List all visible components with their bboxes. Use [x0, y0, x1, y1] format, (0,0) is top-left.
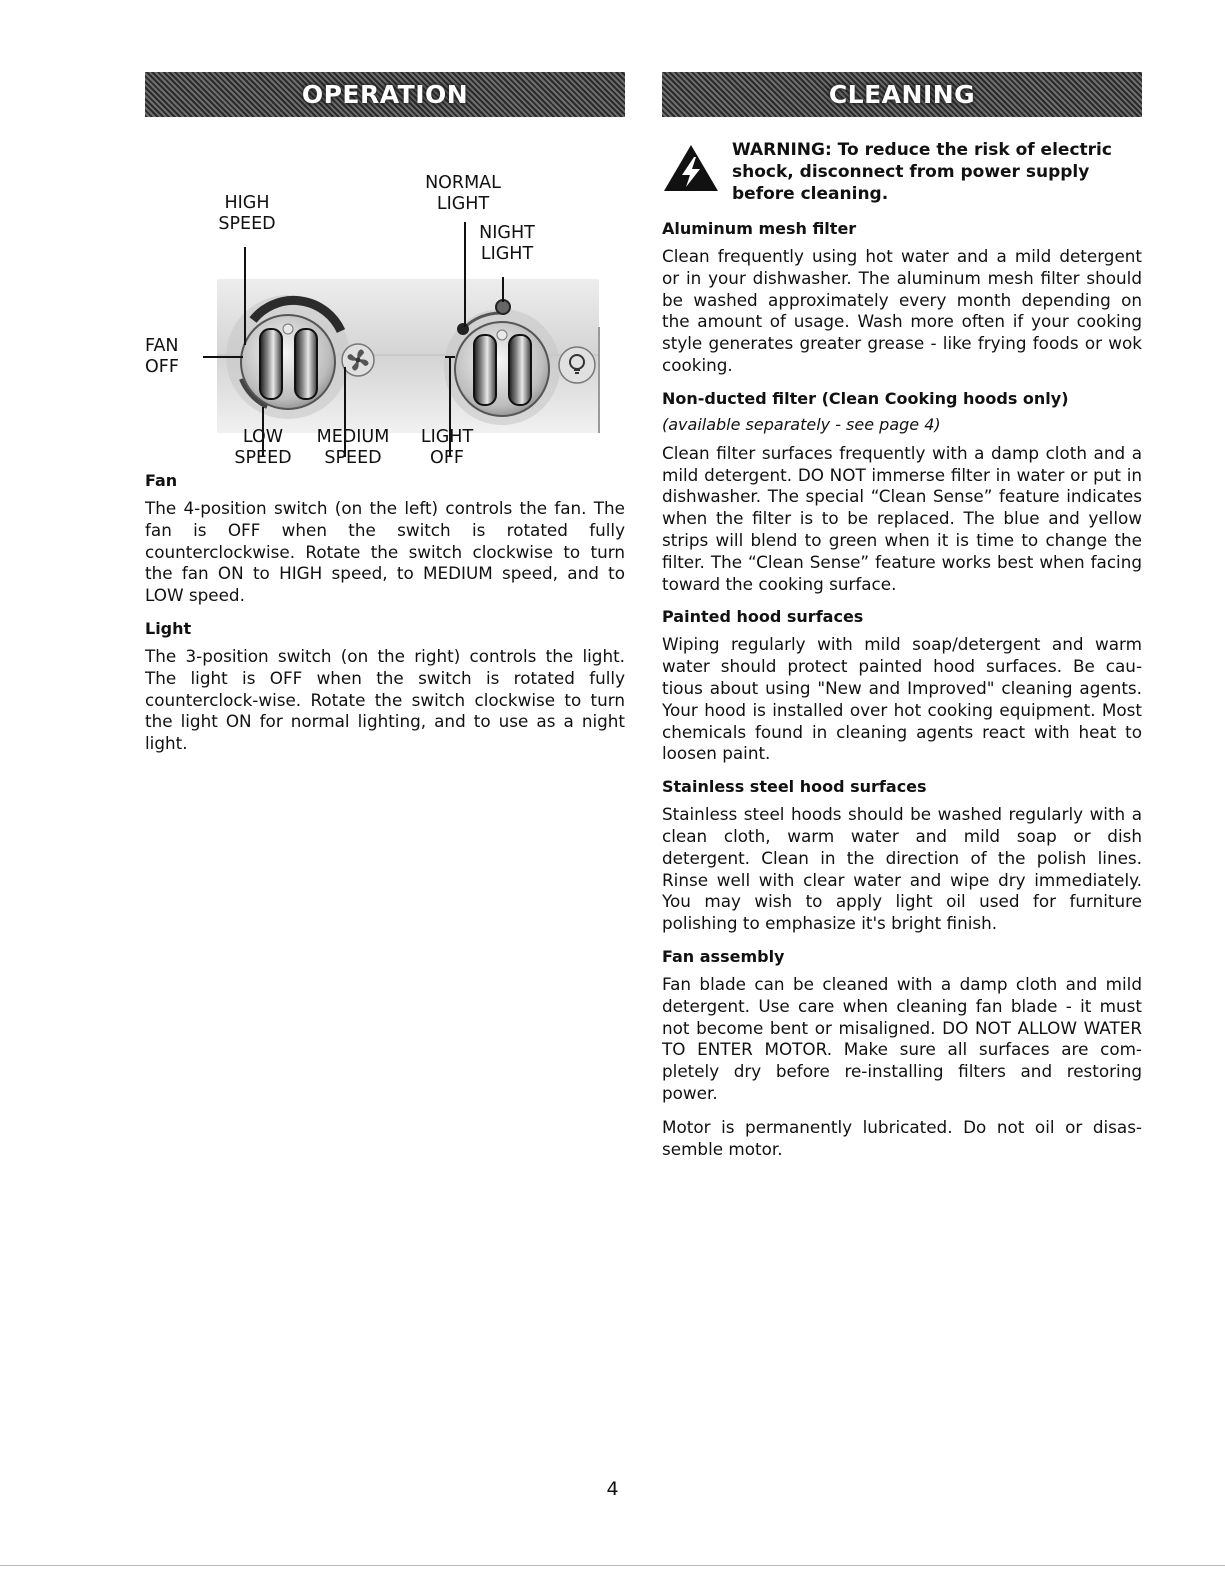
- low-speed-label-line1: LOW: [242, 427, 284, 447]
- control-panel-illustration: [145, 117, 625, 457]
- painted-surfaces-paragraph: Wiping regularly with mild soap/detergent and warm water should protect painted hood surfaces. Be cau-tious about using "New and Improved" cleaning agents. Your hood is installed over hot cooking equipment. Most chemicals found in cleaning agents react with heat to loosen paint.: [662, 634, 1142, 764]
- fan-off-label: [145, 336, 201, 378]
- night-light-label: [467, 223, 547, 265]
- cleaning-banner: [662, 72, 1142, 117]
- electric-shock-warning-icon: [662, 143, 720, 193]
- stainless-surfaces-heading: Stainless steel hood surfaces: [662, 777, 927, 797]
- light-off-label-line2: OFF: [430, 448, 464, 468]
- fan-heading: Fan: [145, 471, 178, 490]
- normal-light-label: [413, 173, 513, 215]
- fan-symbol-icon: [342, 344, 374, 376]
- normal-light-label-line2: LIGHT: [436, 194, 490, 214]
- medium-speed-label-line2: SPEED: [324, 448, 382, 468]
- high-speed-label: [207, 193, 287, 235]
- fan-assembly-heading: Fan assembly: [662, 946, 785, 966]
- low-speed-label-line2: SPEED: [234, 448, 292, 468]
- night-light-label-line1: NIGHT: [479, 223, 535, 243]
- medium-speed-label: [303, 427, 403, 469]
- operation-banner: [145, 72, 625, 117]
- page-bottom-rule: [0, 1565, 1225, 1566]
- light-heading: Light: [145, 618, 192, 638]
- fan-off-label-line2: OFF: [145, 357, 179, 377]
- night-light-label-line2: LIGHT: [480, 244, 534, 264]
- warning-block: [662, 139, 1142, 205]
- control-switch-diagram: [145, 117, 625, 457]
- painted-surfaces-heading: Painted hood surfaces: [662, 607, 864, 627]
- fan-paragraph: The 4-position switch (on the left) controls the fan. The fan is OFF when the switch is rotated fully counterclockwise. Rotate the switch clockwise to turn the fan ON to HIGH speed, to MEDIUM speed, and to LOW speed.: [145, 498, 625, 606]
- light-bulb-icon: [559, 347, 595, 383]
- warning-text: WARNING: To reduce the risk of electric shock, disconnect from power supply before cleaning.: [732, 140, 1112, 204]
- speed-labels-row: [145, 427, 625, 469]
- operation-section: [145, 72, 625, 767]
- operation-title: OPERATION: [301, 80, 469, 109]
- high-speed-label-line1: HIGH: [224, 193, 270, 213]
- nonducted-filter-heading: Non-ducted filter (Clean Cooking hoods only): [662, 388, 1069, 408]
- high-speed-label-line2: SPEED: [218, 214, 276, 234]
- cleaning-section: [662, 72, 1142, 1172]
- motor-paragraph: Motor is permanently lubricated. Do not oil or disas-semble motor.: [662, 1116, 1142, 1159]
- nonducted-filter-note: (available separately - see page 4): [662, 414, 941, 434]
- aluminum-filter-paragraph: Clean frequently using hot water and a mild detergent or in your dishwasher. The aluminum mesh filter should be washed approximately every month depending on the amount of usage. Wash more often if your cooking style generates greater grease - like frying foods or wok cooking.: [662, 246, 1142, 375]
- stainless-surfaces-paragraph: Stainless steel hoods should be washed regularly with a clean cloth, warm water and mild soap or dish detergent. Clean in the direction of the polish lines. Rinse well with clear water and wipe dry immediately. You may wish to apply light oil used for furniture polishing to emphasize it's bright finish.: [662, 804, 1142, 934]
- low-speed-label: [223, 427, 303, 469]
- normal-light-label-line1: NORMAL: [425, 173, 501, 193]
- light-paragraph: The 3-position switch (on the right) controls the light. The light is OFF when the switch is rotated fully counterclock-wise. Rotate the switch clockwise to turn the light ON for normal lighting, and to use as a night light.: [145, 645, 625, 754]
- page-number: 4: [606, 1478, 619, 1500]
- fan-off-label-line1: FAN: [145, 336, 179, 356]
- light-off-label: [407, 427, 487, 469]
- aluminum-filter-heading: Aluminum mesh filter: [662, 219, 857, 238]
- nonducted-filter-paragraph: Clean filter surfaces frequently with a damp cloth and a mild detergent. DO NOT immerse filter in water or put in dishwasher. The special “Clean Sense” feature indicates when the filter is to be replaced. The blue and yellow strips will blend to green when it is time to change the filter. The “Clean Sense” feature works best when facing toward the cooking surface.: [662, 442, 1142, 594]
- cleaning-title: CLEANING: [828, 80, 976, 109]
- light-off-label-line1: LIGHT: [420, 427, 474, 447]
- fan-assembly-paragraph: Fan blade can be cleaned with a damp cloth and mild detergent. Use care when cleaning fan blade - it must not become bent or misaligned. DO NOT ALLOW WATER TO ENTER MOTOR. Make sure all surfaces are com-pletely dry before re-installing filters and restoring power.: [662, 973, 1142, 1103]
- medium-speed-label-line1: MEDIUM: [316, 427, 390, 447]
